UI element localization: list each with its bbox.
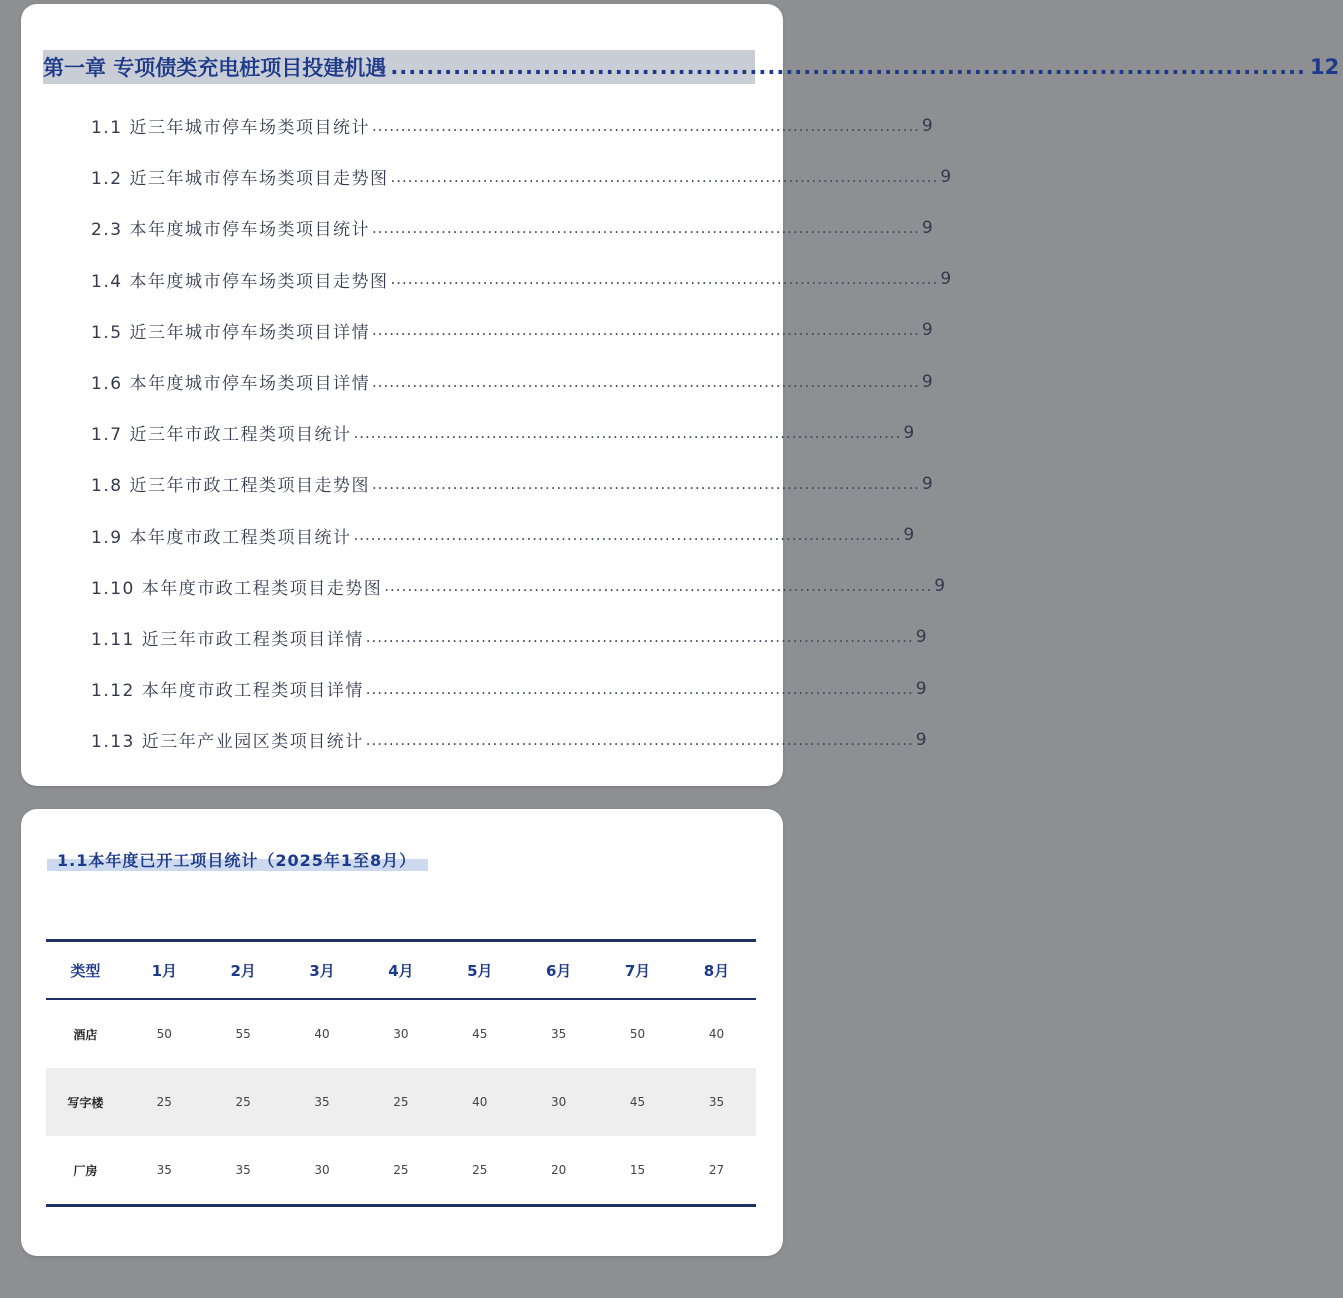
- toc-item-title: 1.6 本年度城市停车场类项目详情: [91, 374, 370, 395]
- dot-leader: ...............................................................................................: [365, 628, 914, 647]
- row-category: 酒店: [73, 1027, 98, 1042]
- toc-item[interactable]: [91, 458, 933, 509]
- table-cell: 50: [156, 1027, 172, 1041]
- toc-item[interactable]: [91, 561, 946, 612]
- table-cell: 25: [204, 1068, 283, 1136]
- dot-leader: ...............................................................................................: [371, 321, 920, 340]
- table-cell: 50: [629, 1027, 646, 1041]
- toc-item-title: 1.12 本年度市政工程类项目详情: [91, 681, 364, 702]
- table-cell: 55: [235, 1027, 251, 1041]
- table-cell: 25: [440, 1136, 519, 1206]
- header-month: 6月: [519, 941, 598, 1000]
- project-stats-card: [21, 809, 783, 1256]
- row-category: 写字楼: [46, 1068, 125, 1136]
- row-category: 厂房: [46, 1136, 125, 1206]
- toc-chapter-entry[interactable]: [43, 50, 1340, 84]
- table-cell: 25: [125, 1068, 204, 1136]
- toc-item[interactable]: [91, 100, 933, 151]
- dot-leader: ...............................................................................................: [365, 730, 914, 749]
- table-row: [46, 999, 756, 1068]
- dot-leader: ...............................................................................................: [371, 372, 920, 391]
- dot-leader: ...............................................................................................: [371, 218, 920, 237]
- toc-item-page: 9: [921, 320, 933, 341]
- toc-item-title: 1.9 本年度市政工程类项目统计: [91, 527, 352, 548]
- table-cell: 25: [362, 1068, 441, 1136]
- toc-item-title: 1.10 本年度市政工程类项目走势图: [91, 578, 383, 599]
- table-row: [46, 1068, 756, 1136]
- header-month: 5月: [440, 941, 519, 1000]
- table-cell: 35: [551, 1027, 567, 1041]
- toc-list: [91, 100, 952, 765]
- table-row: [46, 1136, 756, 1206]
- header-month: 7月: [598, 941, 677, 1000]
- toc-item-page: 9: [921, 115, 933, 136]
- toc-item[interactable]: [91, 254, 952, 305]
- table-cell: 45: [472, 1027, 488, 1041]
- toc-item-title: 1.13 近三年产业园区类项目统计: [91, 732, 364, 753]
- toc-item[interactable]: [91, 151, 952, 202]
- header-month: 3月: [283, 941, 362, 1000]
- toc-item-page: 9: [934, 576, 946, 597]
- dot-leader: ...............................................................................................: [390, 270, 939, 289]
- toc-item-page: 9: [915, 729, 927, 750]
- toc-item-page: 9: [903, 525, 915, 546]
- table-cell: 27: [677, 1136, 756, 1206]
- table-header-row: [46, 941, 756, 1000]
- toc-item-page: 9: [921, 217, 933, 238]
- toc-item[interactable]: [91, 407, 915, 458]
- table-cell: 30: [283, 1136, 362, 1206]
- chapter-title: 第一章 专项债类充电桩项目投建机遇: [43, 56, 387, 80]
- toc-item-page: 9: [940, 269, 952, 290]
- toc-item-title: 1.2 近三年城市停车场类项目走势图: [91, 169, 389, 190]
- header-month: 4月: [362, 941, 441, 1000]
- toc-item-page: 9: [921, 473, 933, 494]
- toc-item-page: 9: [940, 166, 952, 187]
- toc-item-title: 1.8 近三年市政工程类项目走势图: [91, 476, 370, 497]
- table-cell: 30: [519, 1068, 598, 1136]
- toc-item-page: 9: [903, 422, 915, 443]
- toc-item[interactable]: [91, 510, 915, 561]
- header-type: 类型: [46, 941, 125, 1000]
- table-cell: 15: [598, 1136, 677, 1206]
- toc-item-page: 9: [921, 371, 933, 392]
- stats-table-title: 1.1本年度已开工项目统计（2025年1至8月）: [47, 847, 428, 871]
- table-cell: 25: [362, 1136, 441, 1206]
- toc-item-title: 1.1 近三年城市停车场类项目统计: [91, 118, 370, 139]
- toc-item[interactable]: [91, 356, 933, 407]
- toc-item[interactable]: [91, 202, 933, 253]
- dot-leader: ...............................................................................................: [371, 116, 920, 135]
- header-month: 1月: [125, 941, 204, 1000]
- toc-item[interactable]: [91, 305, 933, 356]
- table-cell: 30: [393, 1027, 409, 1041]
- toc-item-title: 1.7 近三年市政工程类项目统计: [91, 425, 352, 446]
- table-cell: 40: [440, 1068, 519, 1136]
- toc-item-title: 2.3 本年度城市停车场类项目统计: [91, 220, 370, 241]
- table-cell: 40: [708, 1027, 725, 1041]
- table-cell: 35: [677, 1068, 756, 1136]
- table-cell: 35: [125, 1136, 204, 1206]
- dot-leader: ......................................................................................................: [390, 55, 1307, 79]
- dot-leader: ...............................................................................................: [353, 423, 902, 442]
- toc-item[interactable]: [91, 714, 927, 765]
- toc-item-title: 1.11 近三年市政工程类项目详情: [91, 629, 364, 650]
- dot-leader: ...............................................................................................: [384, 577, 933, 596]
- table-cell: 35: [204, 1136, 283, 1206]
- dot-leader: ...............................................................................................: [371, 474, 920, 493]
- header-month: 2月: [204, 941, 283, 1000]
- table-of-contents-card: [21, 4, 1340, 786]
- toc-item-page: 9: [915, 627, 927, 648]
- table-cell: 20: [519, 1136, 598, 1206]
- header-month: 8月: [677, 941, 756, 1000]
- stats-table: [46, 939, 756, 1207]
- dot-leader: ...............................................................................................: [390, 167, 939, 186]
- chapter-page-number: 12: [1310, 55, 1340, 79]
- toc-item[interactable]: [91, 612, 927, 663]
- table-cell: 45: [598, 1068, 677, 1136]
- toc-item-page: 9: [915, 678, 927, 699]
- table-cell: 35: [283, 1068, 362, 1136]
- toc-item[interactable]: [91, 663, 927, 714]
- toc-item-title: 1.5 近三年城市停车场类项目详情: [91, 322, 370, 343]
- toc-item-title: 1.4 本年度城市停车场类项目走势图: [91, 271, 389, 292]
- dot-leader: ...............................................................................................: [365, 679, 914, 698]
- dot-leader: ...............................................................................................: [353, 526, 902, 545]
- table-cell: 40: [314, 1027, 330, 1041]
